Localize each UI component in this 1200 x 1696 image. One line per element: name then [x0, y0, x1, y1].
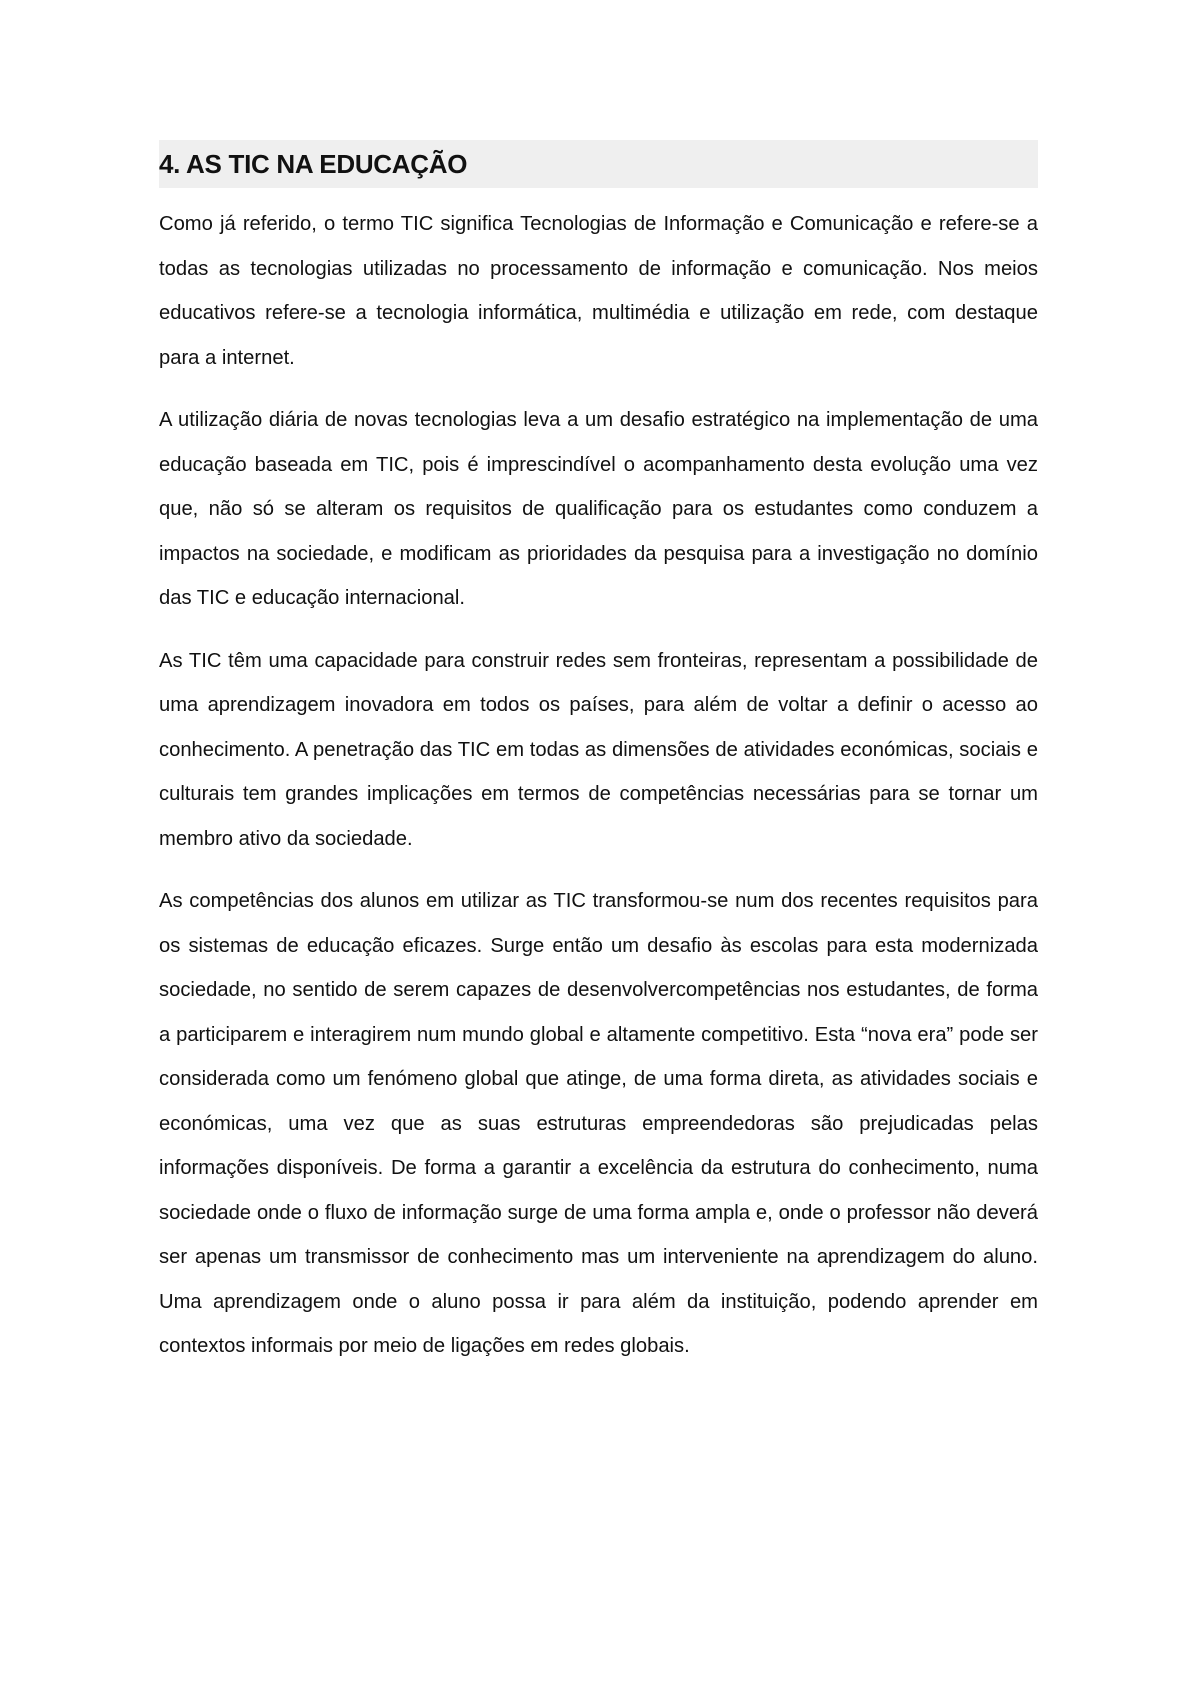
page-content: [159, 140, 1038, 1387]
paragraph-2: A utilização diária de novas tecnologias leva a um desafio estratégico na implementação de uma educação baseada em TIC, pois é imprescindível o acompanhamento desta evolução uma vez que, não só se alteram os requisitos de qualificação para os estudantes como conduzem a impactos na sociedade, e modificam as prioridades da pesquisa para a investigação no domínio das TIC e educação internacional.: [159, 409, 1038, 609]
section-heading: 4. AS TIC NA EDUCAÇÃO: [159, 148, 468, 179]
paragraph-3: As TIC têm uma capacidade para construir redes sem fronteiras, representam a possibilidade de uma aprendizagem inovadora em todos os países, para além de voltar a definir o acesso ao conhecimento. A penetração das TIC em todas as dimensões de atividades económicas, sociais e culturais tem grandes implicações em termos de competências necessárias para se tornar um membro ativo da sociedade.: [159, 649, 1038, 850]
paragraph-4: As competências dos alunos em utilizar as TIC transformou-se num dos recentes requisitos para os sistemas de educação eficazes. Surge então um desafio às escolas para esta modernizada sociedade, no sentido de serem capazes de desenvolvercompetências nos estudantes, de forma a participarem e interagirem num mundo global e altamente competitivo. Esta “nova era” pode ser considerada como um fenómeno global que atinge, de uma forma direta, as atividades sociais e económicas, uma vez que as suas estruturas empreendedoras são prejudicadas pelas informações disponíveis. De forma a garantir a excelência da estrutura do conhecimento, numa sociedade onde o fluxo de informação surge de uma forma ampla e, onde o professor não deverá ser apenas um transmissor de conhecimento mas um interveniente na aprendizagem do aluno. Uma aprendizagem onde o aluno possa ir para além da instituição, podendo aprender em contextos informais por meio de ligações em redes globais.: [159, 890, 1038, 1357]
section-heading-bar: [159, 140, 1038, 188]
paragraph-1: Como já referido, o termo TIC significa Tecnologias de Informação e Comunicação e refere-se a todas as tecnologias utilizadas no processamento de informação e comunicação. Nos meios educativos refere-se a tecnologia informática, multimédia e utilização em rede, com destaque para a internet.: [159, 213, 1038, 369]
